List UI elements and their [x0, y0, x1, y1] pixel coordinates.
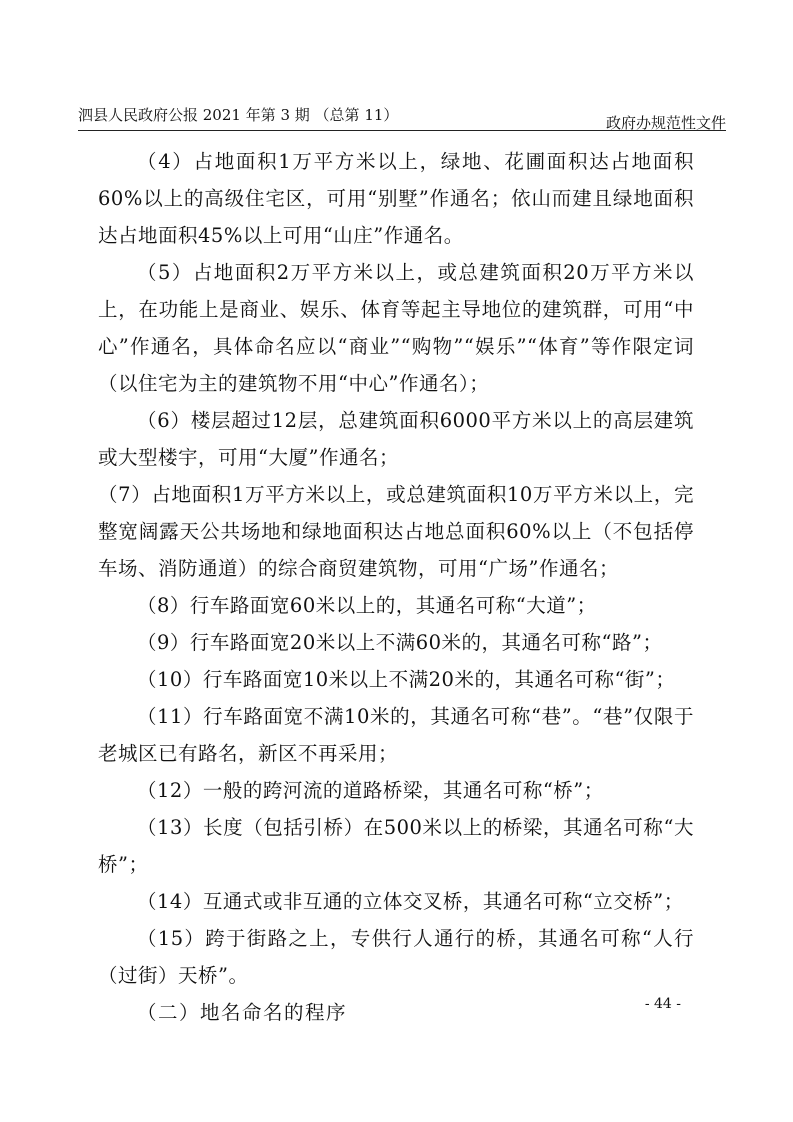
item-11-paragraph: （11）行车路面宽不满10米的，其通名可称“巷”。“巷”仅限于老城区已有路名，新区不再采用； [98, 705, 694, 765]
bulletin-title: 泗县人民政府公报 2021 年第 3 期 （总第 11） [78, 106, 399, 124]
item-10-paragraph: （10）行车路面宽10米以上不满20米的，其通名可称“街”； [137, 668, 676, 691]
item-6-paragraph: （6）楼层超过12层，总建筑面积6000平方米以上的高层建筑或大型楼宇，可用“大厦”作通名； [98, 409, 694, 469]
item-5-paragraph: （5）占地面积2万平方米以上，或总建筑面积20万平方米以上，在功能上是商业、娱乐、体育等起主导地位的建筑群，可用“中心”作通名，具体命名应以“商业”“购物”“娱乐”“体育”等作限定词（以住宅为主的建筑物不用“中心”作通名）； [98, 261, 694, 395]
page-header [78, 104, 726, 132]
item-14-paragraph: （14）互通式或非互通的立体交叉桥，其通名可称“立交桥”； [137, 890, 684, 913]
page-number: - 44 - [644, 996, 681, 1012]
item-8-paragraph: （8）行车路面宽60米以上的，其通名可称“大道”； [137, 594, 597, 617]
item-4-paragraph: （4）占地面积1万平方米以上，绿地、花圃面积达占地面积60%以上的高级住宅区，可用“别墅”作通名；依山而建且绿地面积达占地面积45%以上可用“山庄”作通名。 [98, 150, 694, 247]
item-13-paragraph: （13）长度（包括引桥）在500米以上的桥梁，其通名可称“大桥”； [98, 816, 694, 876]
item-12-paragraph: （12）一般的跨河流的道路桥梁，其通名可称“桥”； [137, 779, 604, 802]
item-15-paragraph: （15）跨于街路之上，专供行人通行的桥，其通名可称“人行（过街）天桥”。 [98, 927, 694, 987]
item-9-paragraph: （9）行车路面宽20米以上不满60米的，其通名可称“路”； [137, 631, 663, 654]
section-heading: （二）地名命名的程序 [137, 1001, 348, 1024]
document-category: 政府办规范性文件 [605, 114, 726, 132]
item-7-paragraph: （7）占地面积1万平方米以上，或总建筑面积10万平方米以上，完整宽阔露天公共场地和绿地面积达占地总面积60%以上（不包括停车场、消防通道）的综合商贸建筑物，可用“广场”作通名； [98, 483, 694, 580]
document-body [98, 143, 694, 1031]
header-divider [78, 130, 726, 131]
